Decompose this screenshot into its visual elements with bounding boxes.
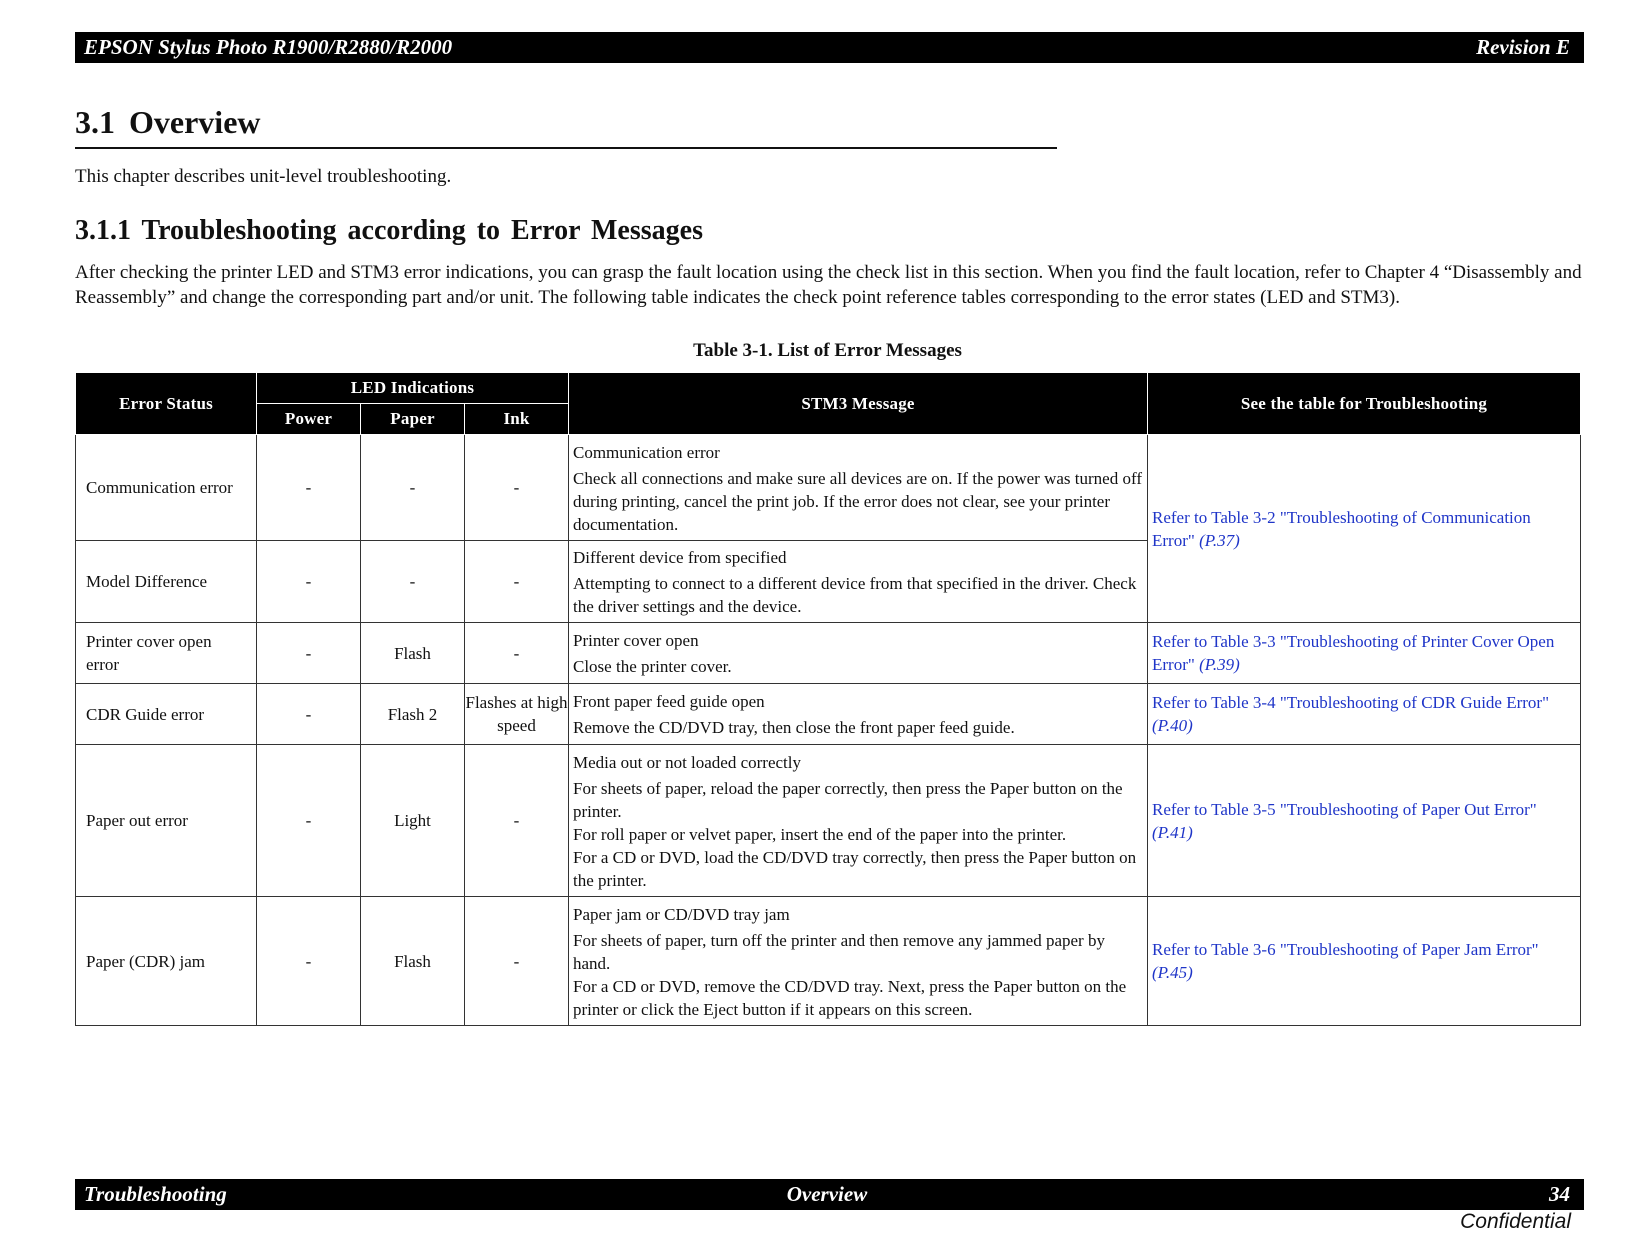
confidential-mark: Confidential (1460, 1210, 1571, 1233)
stm3-message-cell (569, 684, 1148, 745)
stm3-message-title: Media out or not loaded correctly (573, 752, 802, 772)
error-status-cell: Paper out error (76, 745, 257, 897)
led-power-cell: - (257, 745, 361, 897)
subsection-paragraph: After checking the printer LED and STM3 error indications, you can grasp the fault location using the check list in this section. When you find the fault location, refer to Chapter 4 “Disassembly and Reassembly” and change the corresponding part and/or unit. The following table indicates the check point reference tables corresponding to the error states (LED and STM3). (75, 262, 1582, 308)
stm3-message-body: Check all connections and make sure all devices are on. If the power was turned off during printing, cancel the print job. If the error does not clear, see your printer documentation. (573, 468, 1142, 534)
stm3-message-body: For sheets of paper, turn off the printer and then remove any jammed paper by hand. (573, 930, 1105, 973)
stm3-message-body: Remove the CD/DVD tray, then close the front paper feed guide. (573, 718, 1015, 737)
header-error-status: Error Status (76, 373, 257, 435)
stm3-message-title: Different device from specified (573, 548, 787, 567)
page-header (75, 32, 1584, 63)
led-paper-cell: Light (361, 745, 465, 897)
led-power-cell: - (257, 897, 361, 1026)
led-power-cell: - (257, 541, 361, 623)
header-stm3-message: STM3 Message (569, 373, 1148, 435)
led-paper-cell: - (361, 435, 465, 541)
section-intro: This chapter describes unit-level troubleshooting. (75, 166, 452, 187)
led-paper-cell: - (361, 541, 465, 623)
ref-page[interactable]: (P.45) (1152, 963, 1193, 982)
footer-page-number: 34 (1548, 1182, 1570, 1206)
led-paper-cell: Flash (361, 623, 465, 684)
ref-page[interactable]: (P.39) (1199, 655, 1240, 674)
error-status-cell: CDR Guide error (76, 684, 257, 745)
table-row (76, 897, 1581, 1026)
ref-text[interactable]: Refer to Table 3-4 "Troubleshooting of CDR Guide Error" (1152, 693, 1550, 712)
ref-text[interactable]: Refer to Table 3-3 "Troubleshooting of Printer Cover Open Error" (1152, 632, 1555, 674)
led-ink-cell: - (465, 745, 569, 897)
ref-page[interactable]: (P.37) (1199, 530, 1240, 550)
error-status-cell: Model Difference (76, 541, 257, 623)
ref-page[interactable]: (P.40) (1152, 716, 1193, 735)
stm3-message-body: For a CD or DVD, load the CD/DVD tray correctly, then press the Paper button on the printer. (573, 847, 1137, 890)
ref-text[interactable]: Refer to Table 3-2 "Troubleshooting of Communication Error" (1152, 507, 1531, 550)
troubleshooting-ref-link[interactable] (1148, 435, 1581, 623)
footer-section: Overview (786, 1182, 868, 1206)
stm3-message-body: Attempting to connect to a different device from that specified in the driver. Check the driver settings and the device. (573, 574, 1137, 616)
stm3-message-title: Printer cover open (573, 631, 699, 650)
table-row (76, 435, 1581, 541)
troubleshooting-ref-link[interactable] (1148, 684, 1581, 745)
stm3-message-cell (569, 435, 1148, 541)
led-ink-cell: - (465, 623, 569, 684)
troubleshooting-ref-link[interactable] (1148, 745, 1581, 897)
ref-text[interactable]: Refer to Table 3-5 "Troubleshooting of Paper Out Error" (1152, 799, 1537, 819)
header-paper: Paper (361, 404, 465, 435)
ref-page[interactable]: (P.41) (1152, 822, 1193, 842)
ref-text[interactable]: Refer to Table 3-6 "Troubleshooting of Paper Jam Error" (1152, 940, 1539, 959)
led-ink-cell: - (465, 897, 569, 1026)
led-paper-cell: Flash 2 (361, 684, 465, 745)
section-title: 3.1 Overview (75, 104, 1057, 149)
table-caption: Table 3-1. List of Error Messages (693, 340, 962, 361)
footer-chapter: Troubleshooting (84, 1182, 227, 1206)
header-revision: Revision E (1476, 35, 1570, 59)
led-ink-cell: - (465, 541, 569, 623)
stm3-message-title: Front paper feed guide open (573, 692, 765, 711)
stm3-message-body: For roll paper or velvet paper, insert the end of the paper into the printer. (573, 824, 1067, 844)
error-messages-table (75, 372, 1581, 1026)
table-row (76, 684, 1581, 745)
stm3-message-title: Paper jam or CD/DVD tray jam (573, 904, 790, 924)
error-status-cell: Paper (CDR) jam (76, 897, 257, 1026)
led-power-cell: - (257, 435, 361, 541)
troubleshooting-ref-link[interactable] (1148, 623, 1581, 684)
led-power-cell: - (257, 623, 361, 684)
table-row (76, 745, 1581, 897)
error-status-cell: Printer cover open error (76, 623, 257, 684)
stm3-message-cell (569, 745, 1148, 897)
stm3-message-body: For sheets of paper, reload the paper correctly, then press the Paper button on the printer. (573, 778, 1123, 821)
header-led-indications: LED Indications (257, 373, 569, 404)
stm3-message-cell (569, 897, 1148, 1026)
stm3-message-cell (569, 541, 1148, 623)
led-paper-cell: Flash (361, 897, 465, 1026)
header-ink: Ink (465, 404, 569, 435)
led-power-cell: - (257, 684, 361, 745)
stm3-message-cell (569, 623, 1148, 684)
header-title: EPSON Stylus Photo R1900/R2880/R2000 (84, 35, 453, 59)
header-troubleshooting: See the table for Troubleshooting (1148, 373, 1581, 435)
header-power: Power (257, 404, 361, 435)
subsection-title: 3.1.1 Troubleshooting according to Error Messages (75, 215, 703, 246)
page-footer (75, 1179, 1584, 1210)
led-ink-cell: Flashes at high speed (465, 684, 569, 745)
stm3-message-body: For a CD or DVD, remove the CD/DVD tray. Next, press the Paper button on the printer or click the Eject button if it appears on this screen. (573, 976, 1127, 1019)
error-status-cell: Communication error (76, 435, 257, 541)
table-row (76, 623, 1581, 684)
troubleshooting-ref-link[interactable] (1148, 897, 1581, 1026)
stm3-message-title: Communication error (573, 442, 720, 462)
stm3-message-body: Close the printer cover. (573, 657, 732, 676)
led-ink-cell: - (465, 435, 569, 541)
